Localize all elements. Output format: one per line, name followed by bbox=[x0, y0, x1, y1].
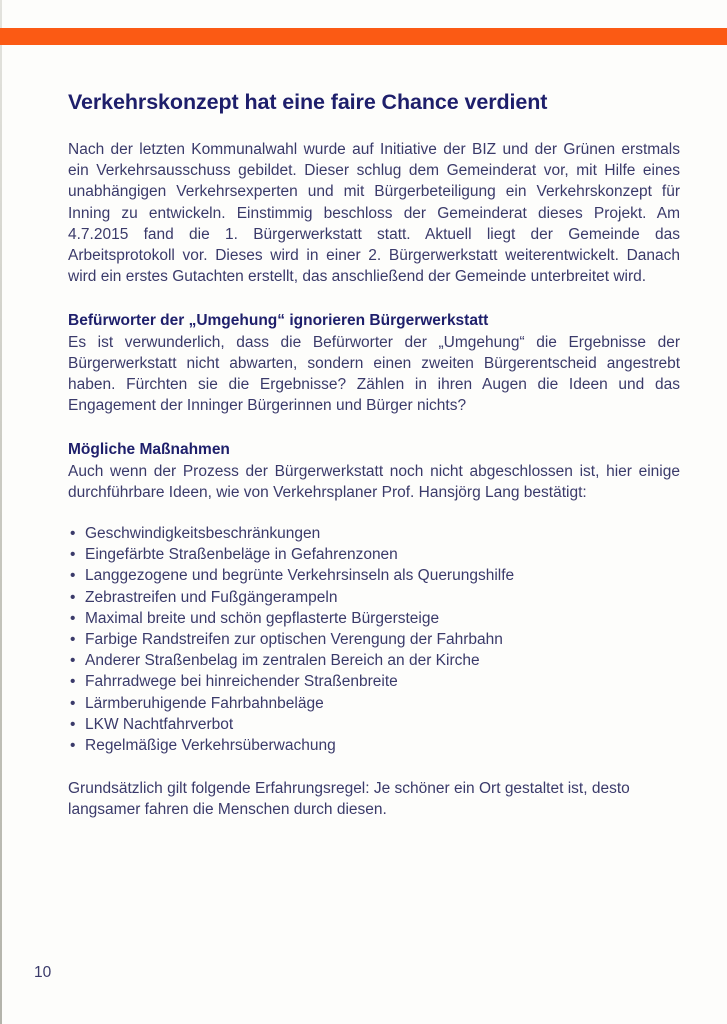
bullet-icon: • bbox=[70, 546, 76, 564]
article-title: Verkehrskonzept hat eine faire Chance verdient bbox=[68, 90, 548, 114]
orange-header-bar bbox=[0, 28, 727, 45]
closing-paragraph: Grundsätzlich gilt folgende Erfahrungsregel: Je schöner ein Ort gestaltet ist, desto langsamer fahren die Menschen durch diesen. bbox=[68, 780, 630, 819]
bullet-icon: • bbox=[70, 525, 76, 543]
intro-paragraph: Nach der letzten Kommunalwahl wurde auf Initiative der BIZ und der Grünen erstmals ein Verkehrsausschuss gebildet. Dieser schlug dem Gemeinderat vor, mit Hilfe eines unabhängigen Verkehrsexperten und mit Bürgerbeteiligung ein Verkehrskonzept für Inning zu entwickeln. Einstimmig beschloss der Gemeinderat dieses Projekt. Am 4.7.2015 fand die 1. Bürgerwerkstatt statt. Aktuell liegt der Gemeinde das Arbeitsprotokoll vor. Dieses wird in einer 2. Bürgerwerkstatt weiterentwickelt. Danach wird ein erstes Gutachten erstellt, das anschließend der Gemeinde unterbreitet wird. bbox=[68, 141, 680, 286]
section-body-umgehung: Es ist verwunderlich, dass die Befürworter der „Umgehung“ die Ergebnisse der Bürgerwerkstatt nicht abwarten, sondern einen zweiten Bürgerentscheid angestrebt haben. Fürchten sie die Ergebnisse? Zählen in ihren Augen die Ideen und das Engagement der Inninger Bürgerinnen und Bürger nichts? bbox=[68, 333, 680, 415]
page-edge bbox=[0, 0, 2, 1024]
bullet-icon: • bbox=[70, 588, 76, 606]
section-body-massnahmen: Auch wenn der Prozess der Bürgerwerkstatt noch nicht abgeschlossen ist, hier einige durchführbare Ideen, wie von Verkehrsplaner Prof. Hansjörg Lang bestätigt: bbox=[68, 462, 680, 501]
list-item: • Zebrastreifen und Fußgängerampeln bbox=[68, 587, 680, 608]
section-heading-massnahmen: Mögliche Maßnahmen bbox=[68, 441, 230, 459]
list-item: • Langgezogene und begrünte Verkehrsinseln als Querungshilfe bbox=[68, 565, 680, 586]
list-item: • Geschwindigkeitsbeschränkungen bbox=[68, 523, 680, 544]
list-item: • Eingefärbte Straßenbeläge in Gefahrenzonen bbox=[68, 544, 680, 565]
list-item: • LKW Nachtfahrverbot bbox=[68, 714, 680, 735]
list-item: • Lärmberuhigende Fahrbahnbeläge bbox=[68, 693, 680, 714]
bullet-icon: • bbox=[70, 715, 76, 733]
article bbox=[68, 90, 680, 821]
measures-list bbox=[68, 523, 680, 756]
bullet-icon: • bbox=[70, 631, 76, 649]
bullet-icon: • bbox=[70, 567, 76, 585]
list-item: • Maximal breite und schön gepflasterte Bürgersteige bbox=[68, 608, 680, 629]
section-heading-umgehung: Befürworter der „Umgehung“ ignorieren Bürgerwerkstatt bbox=[68, 312, 489, 330]
bullet-icon: • bbox=[70, 609, 76, 627]
list-item: • Anderer Straßenbelag im zentralen Bereich an der Kirche bbox=[68, 650, 680, 671]
bullet-icon: • bbox=[70, 737, 76, 755]
bullet-icon: • bbox=[70, 652, 76, 670]
page-number: 10 bbox=[34, 964, 52, 981]
bullet-icon: • bbox=[70, 694, 76, 712]
list-item: • Regelmäßige Verkehrsüberwachung bbox=[68, 735, 680, 756]
list-item: • Fahrradwege bei hinreichender Straßenbreite bbox=[68, 671, 680, 692]
bullet-icon: • bbox=[70, 673, 76, 691]
list-item: • Farbige Randstreifen zur optischen Verengung der Fahrbahn bbox=[68, 629, 680, 650]
